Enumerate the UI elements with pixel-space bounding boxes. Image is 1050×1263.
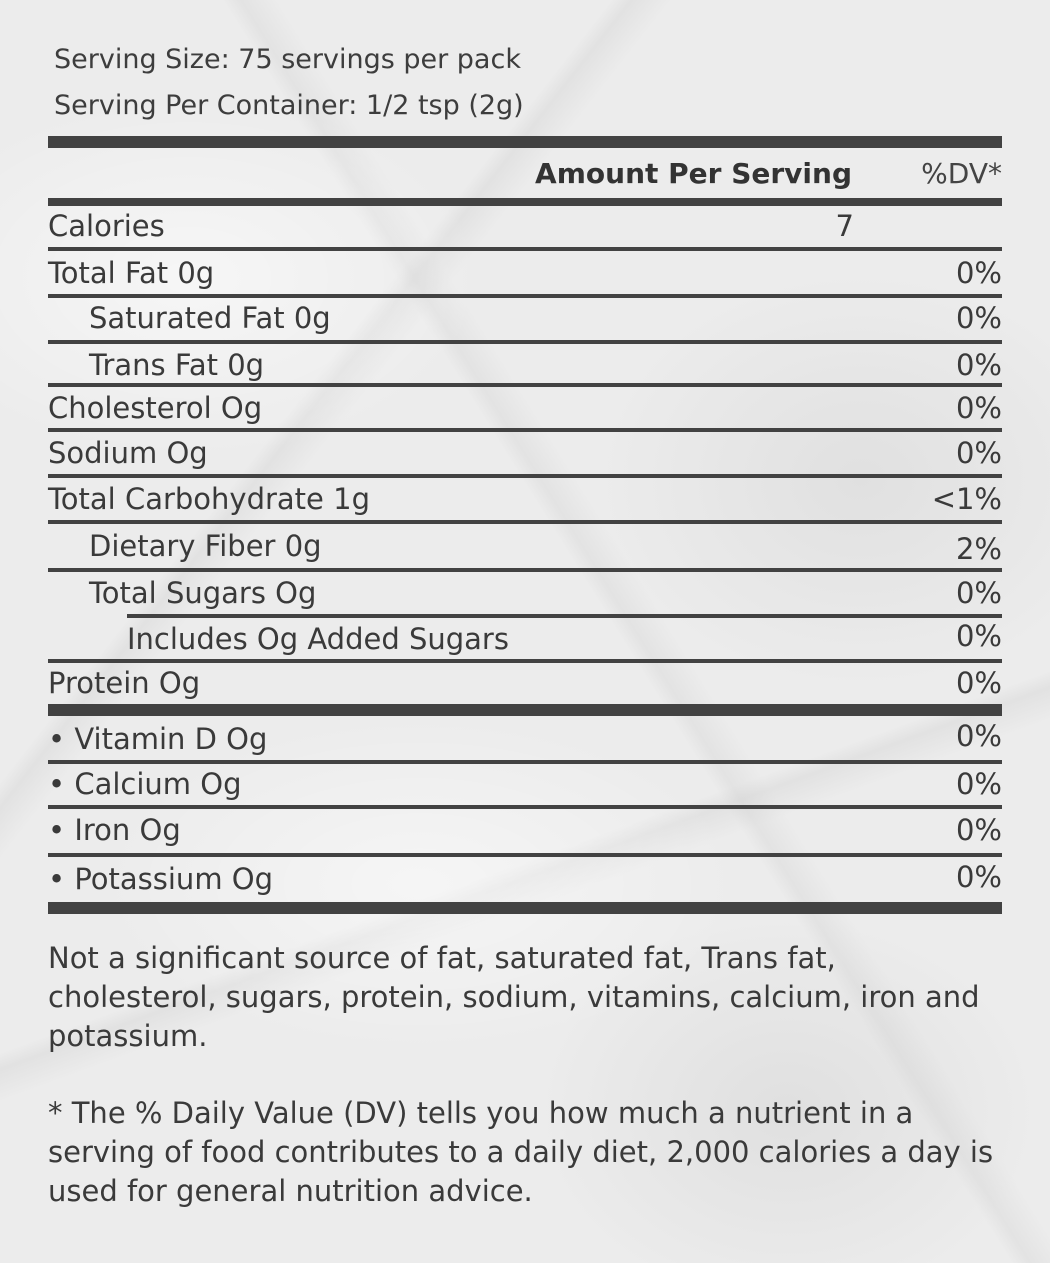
row-divider: [48, 474, 1002, 478]
row-divider: [48, 383, 1002, 387]
nutrient-total-sugars-label: Total Sugars Og: [89, 576, 317, 610]
amount-per-serving-header: Amount Per Serving: [535, 157, 852, 190]
nutrient-protein-dv: 0%: [955, 666, 1002, 700]
mineral-iron-label: • Iron Og: [48, 813, 181, 847]
nutrient-sodium-dv: 0%: [955, 436, 1002, 470]
nutrient-dietary-fiber-dv: 2%: [955, 532, 1002, 566]
nutrient-added-sugars-dv: 0%: [955, 619, 1002, 653]
nutrient-total-carbohydrate-label: Total Carbohydrate 1g: [48, 482, 370, 516]
nutrient-saturated-fat-label: Saturated Fat 0g: [89, 301, 331, 335]
row-divider: [48, 659, 1002, 663]
nutrient-total-sugars-dv: 0%: [955, 576, 1002, 610]
nutrient-total-fat-dv: 0%: [955, 256, 1002, 290]
nutrient-sodium-label: Sodium Og: [48, 436, 208, 470]
nutrient-added-sugars-label: Includes Og Added Sugars: [127, 622, 509, 656]
nutrient-saturated-fat-dv: 0%: [955, 301, 1002, 335]
serving-size-text: Serving Size: 75 servings per pack: [54, 44, 521, 75]
mineral-calcium-label: • Calcium Og: [48, 767, 242, 801]
nutrient-total-carbohydrate-dv: <1%: [931, 482, 1002, 516]
row-divider: [48, 428, 1002, 432]
row-divider: [48, 294, 1002, 298]
calories-value: 7: [835, 209, 854, 243]
mineral-potassium-label: • Potassium Og: [48, 862, 274, 896]
row-divider-indented: [127, 614, 1002, 618]
nutrient-cholesterol-dv: 0%: [955, 391, 1002, 425]
top-thick-divider: [48, 136, 1002, 148]
bottom-thick-divider: [48, 902, 1002, 914]
row-divider: [48, 568, 1002, 572]
row-divider: [48, 760, 1002, 764]
nutrient-trans-fat-label: Trans Fat 0g: [89, 348, 265, 382]
mineral-iron-dv: 0%: [955, 813, 1002, 847]
row-divider: [48, 340, 1002, 344]
row-divider: [48, 805, 1002, 809]
significance-footnote: Not a significant source of fat, saturated fat, Trans fat, cholesterol, sugars, protein, sodium, vitamins, calcium, iron and potassium.: [48, 941, 980, 1053]
row-divider: [48, 247, 1002, 251]
calories-label: Calories: [48, 209, 165, 243]
mineral-vitamin-d-label: • Vitamin D Og: [48, 722, 268, 756]
header-divider: [48, 198, 1002, 206]
daily-value-footnote: * The % Daily Value (DV) tells you how much a nutrient in a serving of food contributes to a daily diet, 2,000 calories a day is used for general nutrition advice.: [48, 1096, 994, 1208]
middle-thick-divider: [48, 704, 1002, 716]
nutrient-trans-fat-dv: 0%: [955, 348, 1002, 382]
mineral-vitamin-d-dv: 0%: [955, 719, 1002, 753]
nutrient-dietary-fiber-label: Dietary Fiber 0g: [89, 529, 322, 563]
daily-value-header: %DV*: [921, 157, 1002, 190]
serving-per-container-text: Serving Per Container: 1/2 tsp (2g): [54, 90, 524, 121]
nutrient-protein-label: Protein Og: [48, 666, 201, 700]
mineral-calcium-dv: 0%: [955, 767, 1002, 801]
row-divider: [48, 853, 1002, 857]
nutrient-total-fat-label: Total Fat 0g: [48, 256, 215, 290]
nutrient-cholesterol-label: Cholesterol Og: [48, 391, 263, 425]
mineral-potassium-dv: 0%: [955, 860, 1002, 894]
row-divider: [48, 520, 1002, 524]
